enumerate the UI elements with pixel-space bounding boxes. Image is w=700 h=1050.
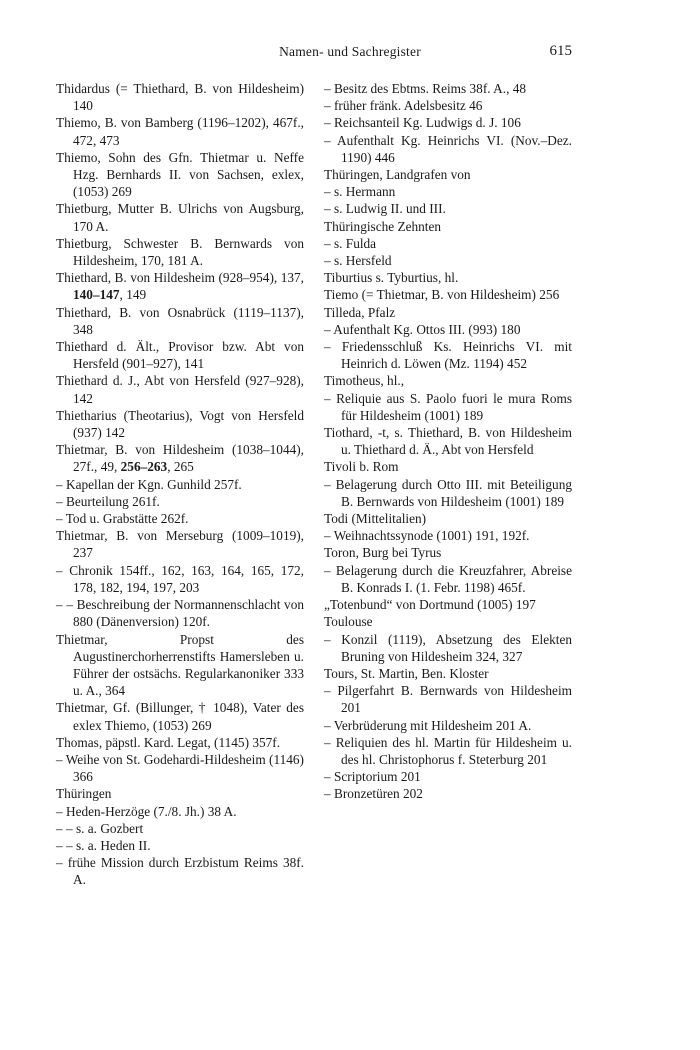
index-entry: [56, 80, 304, 114]
index-entry: [324, 596, 572, 613]
index-entry: [324, 252, 572, 269]
index-entry: [56, 235, 304, 269]
entry-text: – Aufenthalt Kg. Ottos III. (993) 180: [324, 321, 521, 337]
index-entry: [324, 338, 572, 372]
index-entry: [56, 200, 304, 234]
index-entry: [56, 407, 304, 441]
entry-text: Toulouse: [324, 614, 373, 630]
index-entry: [56, 734, 304, 751]
index-entry: [324, 269, 572, 286]
entry-text: Thüringische Zehnten: [324, 218, 442, 234]
index-entry: [324, 218, 572, 235]
index-entry: [56, 837, 304, 854]
entry-text: – Reliquie aus S. Paolo fuori le mura Roms für Hildesheim (1001) 189: [324, 390, 572, 423]
index-entry: [324, 682, 572, 716]
entry-text: – Kapellan der Kgn. Gunhild 257f.: [56, 476, 242, 492]
index-entry: [324, 166, 572, 183]
index-column-right: [324, 80, 572, 803]
entry-text: Thietmar, Gf. (Billunger, † 1048), Vater des exlex Thiemo, (1053) 269: [56, 700, 304, 733]
entry-text: Tivoli b. Rom: [324, 459, 399, 475]
index-entry: [324, 97, 572, 114]
entry-text: Thiethard d. J., Abt von Hersfeld (927–928), 142: [56, 373, 304, 406]
entry-text: Thüringen: [56, 786, 112, 802]
index-entry: [56, 441, 304, 475]
index-entry: [324, 424, 572, 458]
index-entry: [56, 338, 304, 372]
entry-text: Tilleda, Pfalz: [324, 304, 396, 320]
entry-text: – Tod u. Grabstätte 262f.: [56, 511, 189, 527]
entry-text: – Bronzetüren 202: [324, 786, 423, 802]
entry-text: – früher fränk. Adelsbesitz 46: [324, 98, 483, 114]
index-entry: [324, 80, 572, 97]
running-title: Namen- und Sachregister: [279, 44, 421, 59]
entry-text: Todi (Mittelitalien): [324, 511, 427, 527]
entry-text: – Chronik 154ff., 162, 163, 164, 165, 172, 178, 182, 194, 197, 203: [56, 562, 304, 595]
index-entry: [324, 132, 572, 166]
entry-text: Thiethard d. Ält., Provisor bzw. Abt von Hersfeld (901–927), 141: [56, 339, 304, 372]
index-entry: [324, 235, 572, 252]
entry-text: – Belagerung durch Otto III. mit Beteiligung B. Bernwards von Hildesheim (1001) 189: [324, 476, 572, 509]
index-entry: [56, 269, 304, 303]
index-entry: [324, 768, 572, 785]
index-entry: [324, 613, 572, 630]
entry-text: – – Beschreibung der Normannenschlacht von 880 (Dänenversion) 120f.: [56, 597, 304, 630]
entry-text: Toron, Burg bei Tyrus: [324, 545, 442, 561]
entry-text: – – s. a. Gozbert: [56, 820, 144, 836]
entry-text: Thüringen, Landgrafen von: [324, 167, 471, 183]
index-entry: [56, 562, 304, 596]
entry-text: Tiemo (= Thietmar, B. von Hildesheim) 256: [324, 287, 560, 303]
entry-text: „Totenbund“ von Dortmund (1005) 197: [324, 597, 536, 613]
entry-text: Thiethard, B. von Osnabrück (1119–1137), 348: [56, 304, 304, 337]
entry-text: – s. Hersfeld: [324, 253, 392, 269]
index-entry: [324, 183, 572, 200]
index-entry: [56, 114, 304, 148]
index-entry: [56, 527, 304, 561]
index-entry: [324, 665, 572, 682]
entry-text: – Pilgerfahrt B. Bernwards von Hildesheim 201: [324, 683, 572, 716]
entry-text: Tiburtius s. Tyburtius, hl.: [324, 270, 459, 286]
entry-text: – Scriptorium 201: [324, 769, 421, 785]
index-entry: [56, 803, 304, 820]
entry-text: – frühe Mission durch Erzbistum Reims 38f. A.: [56, 855, 304, 888]
index-entry: [56, 510, 304, 527]
index-entry: [324, 562, 572, 596]
index-entry: [56, 854, 304, 888]
entry-text: Thietmar, Propst des Augustinerchorherrenstifts Hamersleben u. Führer der ostsächs. Regularkanoniker 333 u. A., 364: [56, 631, 304, 699]
index-entry: [324, 510, 572, 527]
bold-page-range: 256–263: [120, 459, 168, 475]
index-entry: [56, 149, 304, 201]
index-entry: [56, 631, 304, 700]
page-number: 615: [549, 43, 572, 59]
index-entry: [324, 372, 572, 389]
index-entry: [56, 699, 304, 733]
entry-text: Thomas, päpstl. Kard. Legat, (1145) 357f.: [56, 734, 281, 750]
bold-page-range: 140–147: [73, 287, 120, 303]
entry-text: – Reliquien des hl. Martin für Hildesheim u. des hl. Christophorus f. Steterburg 201: [324, 734, 572, 767]
entry-text: Timotheus, hl.,: [324, 373, 405, 389]
entry-text: Tiothard, -t, s. Thiethard, B. von Hildesheim u. Thiethard d. Ä., Abt von Hersfeld: [324, 425, 572, 458]
index-entry: [56, 820, 304, 837]
entry-text: Thiethard, B. von Hildesheim (928–954), 137,: [56, 270, 304, 286]
entry-text: Thietburg, Schwester B. Bernwards von Hildesheim, 170, 181 A.: [56, 235, 304, 269]
index-entry: [56, 493, 304, 510]
entry-text: – Friedensschluß Ks. Heinrichs VI. mit Heinrich d. Löwen (Mz. 1194) 452: [324, 339, 572, 372]
index-entry: [324, 631, 572, 665]
entry-text: – Konzil (1119), Absetzung des Elekten Bruning von Hildesheim 324, 327: [324, 631, 572, 664]
entry-text: – Weihnachtssynode (1001) 191, 192f.: [324, 528, 530, 544]
entry-text: , 265: [167, 459, 194, 475]
index-column-left: [56, 80, 304, 889]
entry-text: Thietburg, Mutter B. Ulrichs von Augsburg, 170 A.: [56, 201, 304, 234]
index-entry: [324, 304, 572, 321]
entry-text: Thietmar, B. von Merseburg (1009–1019), 237: [56, 528, 304, 561]
entry-text: – Belagerung durch die Kreuzfahrer, Abreise B. Konrads I. (1. Febr. 1198) 465f.: [324, 562, 572, 595]
index-entry: [56, 785, 304, 802]
index-entry: [56, 372, 304, 406]
entry-text: – s. Hermann: [324, 184, 396, 200]
index-entry: [324, 476, 572, 510]
entry-text: – – s. a. Heden II.: [56, 837, 151, 853]
index-entry: [56, 596, 304, 630]
entry-text: – Besitz des Ebtms. Reims 38f. A., 48: [324, 81, 527, 96]
entry-text: Thiemo, B. von Bamberg (1196–1202), 467f., 472, 473: [56, 115, 304, 148]
entry-text: – Heden-Herzöge (7./8. Jh.) 38 A.: [56, 803, 237, 819]
index-entry: [324, 717, 572, 734]
entry-text: , 149: [119, 287, 147, 303]
index-entry: [324, 114, 572, 131]
index-entry: [56, 751, 304, 785]
index-entry: [56, 304, 304, 338]
index-entry: [56, 476, 304, 493]
entry-text: Tours, St. Martin, Ben. Kloster: [324, 665, 489, 681]
entry-text: Thidardus (= Thiethard, B. von Hildesheim) 140: [56, 81, 304, 114]
index-entry: [324, 785, 572, 802]
entry-text: Thietharius (Theotarius), Vogt von Hersfeld (937) 142: [56, 407, 304, 441]
index-entry: [324, 390, 572, 424]
index-entry: [324, 321, 572, 338]
entry-text: Thietmar, B. von Hildesheim (1038–1044), 27f., 49,: [56, 442, 304, 475]
index-entry: [324, 527, 572, 544]
entry-text: – Verbrüderung mit Hildesheim 201 A.: [324, 717, 532, 733]
entry-text: Thiemo, Sohn des Gfn. Thietmar u. Neffe Hzg. Bernhards II. von Sachsen, exlex, (1053) 269: [56, 149, 304, 200]
index-entry: [324, 734, 572, 768]
entry-text: – s. Fulda: [324, 235, 377, 251]
index-entry: [324, 200, 572, 217]
index-entry: [324, 544, 572, 561]
entry-text: – Weihe von St. Godehardi-Hildesheim (1146) 366: [56, 751, 304, 785]
entry-text: – Aufenthalt Kg. Heinrichs VI. (Nov.–Dez. 1190) 446: [324, 132, 572, 165]
entry-text: – Reichsanteil Kg. Ludwigs d. J. 106: [324, 115, 521, 131]
entry-text: – Beurteilung 261f.: [56, 493, 160, 509]
index-entry: [324, 286, 572, 303]
running-head: [0, 44, 700, 64]
index-entry: [324, 458, 572, 475]
entry-text: – s. Ludwig II. und III.: [324, 201, 446, 217]
